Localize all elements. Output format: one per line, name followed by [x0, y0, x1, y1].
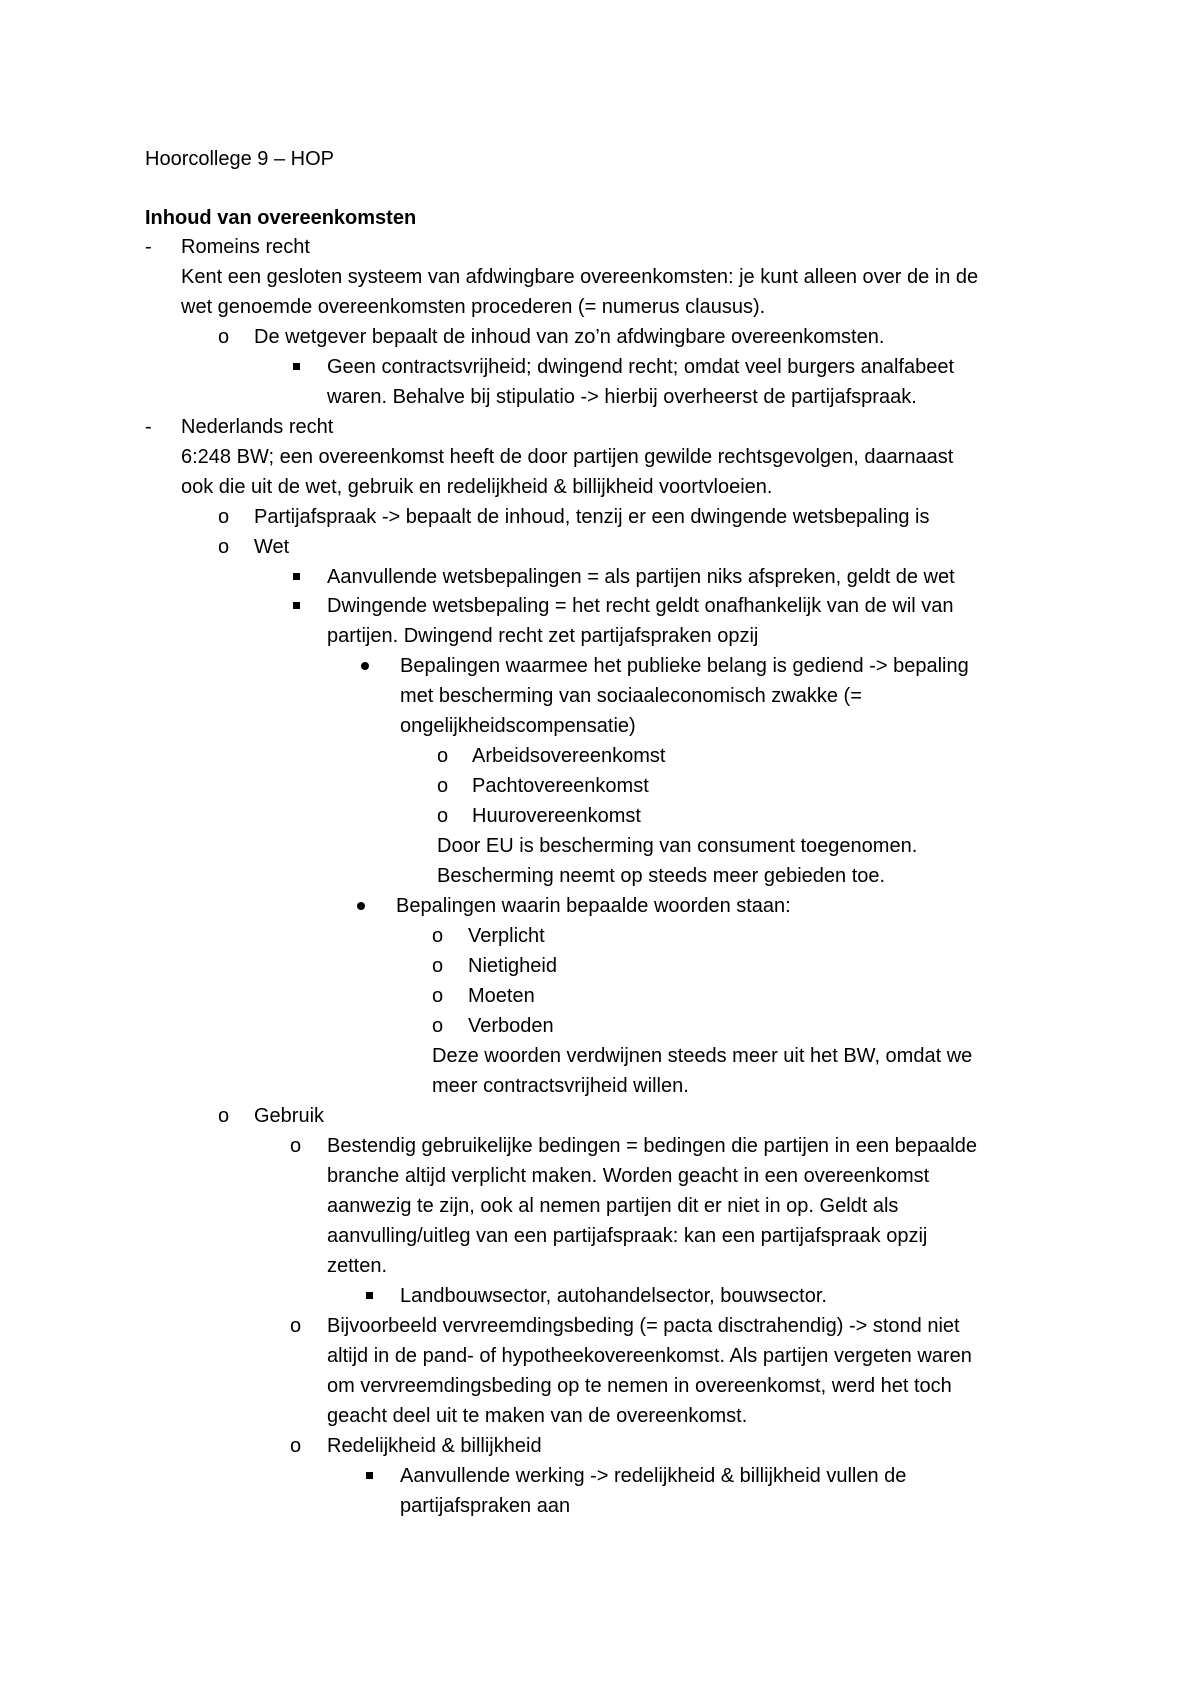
paragraph-line: Bescherming neemt op steeds meer gebieden toe.: [437, 865, 886, 887]
list-item: Bepalingen waarmee het publieke belang is gediend -> bepaling: [400, 655, 969, 677]
square-bullet-icon: [366, 1472, 373, 1479]
list-item-wet: Wet: [254, 536, 290, 558]
list-item-redelijkheid: Redelijkheid & billijkheid: [327, 1435, 542, 1457]
list-item: Landbouwsector, autohandelsector, bouwsector.: [400, 1285, 827, 1307]
list-item: Verplicht: [468, 925, 545, 947]
list-item-romeins-recht: Romeins recht: [181, 236, 310, 258]
square-bullet-icon: [293, 602, 300, 609]
list-item: Arbeidsovereenkomst: [472, 745, 666, 767]
list-item: Pachtovereenkomst: [472, 775, 649, 797]
circle-bullet: o: [432, 925, 444, 947]
circle-bullet: o: [432, 955, 444, 977]
circle-bullet: o: [290, 1315, 302, 1337]
paragraph-line: geacht deel uit te maken van de overeenkomst.: [327, 1405, 748, 1427]
circle-bullet: o: [432, 1015, 444, 1037]
list-item: De wetgever bepaalt de inhoud van zo’n afdwingbare overeenkomsten.: [254, 326, 885, 348]
list-item: Huurovereenkomst: [472, 805, 641, 827]
paragraph-line: partijen. Dwingend recht zet partijafspraken opzij: [327, 625, 759, 647]
paragraph-line: partijafspraken aan: [400, 1495, 571, 1517]
paragraph-line: aanvulling/uitleg van een partijafspraak: kan een partijafspraak opzij: [327, 1225, 928, 1247]
paragraph-line: Kent een gesloten systeem van afdwingbare overeenkomsten: je kunt alleen over de in de: [181, 266, 979, 288]
list-item: Nietigheid: [468, 955, 557, 977]
paragraph-line: Deze woorden verdwijnen steeds meer uit het BW, omdat we: [432, 1045, 973, 1067]
list-item: Moeten: [468, 985, 535, 1007]
circle-bullet: o: [218, 326, 230, 348]
circle-bullet: o: [437, 775, 449, 797]
square-bullet-icon: [366, 1292, 373, 1299]
round-bullet-icon: [361, 662, 369, 670]
paragraph-line: ook die uit de wet, gebruik en redelijkheid & billijkheid voortvloeien.: [181, 476, 773, 498]
paragraph-line: meer contractsvrijheid willen.: [432, 1075, 689, 1097]
list-item: Aanvullende werking -> redelijkheid & billijkheid vullen de: [400, 1465, 907, 1487]
circle-bullet: o: [218, 536, 230, 558]
paragraph-line: waren. Behalve bij stipulatio -> hierbij overheerst de partijafspraak.: [327, 386, 917, 408]
round-bullet-icon: [357, 902, 365, 910]
list-item: Bestendig gebruikelijke bedingen = bedingen die partijen in een bepaalde: [327, 1135, 977, 1157]
paragraph-line: om vervreemdingsbeding op te nemen in overeenkomst, werd het toch: [327, 1375, 952, 1397]
paragraph-line: wet genoemde overeenkomsten procederen (= numerus clausus).: [181, 296, 766, 318]
square-bullet-icon: [293, 573, 300, 580]
section-heading: Inhoud van overeenkomsten: [145, 207, 417, 229]
paragraph-line: altijd in de pand- of hypotheekovereenkomst. Als partijen vergeten waren: [327, 1345, 972, 1367]
paragraph-line: aanwezig te zijn, ook al nemen partijen dit er niet in op. Geldt als: [327, 1195, 899, 1217]
paragraph-line: 6:248 BW; een overeenkomst heeft de door partijen gewilde rechtsgevolgen, daarnaast: [181, 446, 954, 468]
circle-bullet: o: [290, 1435, 302, 1457]
circle-bullet: o: [437, 805, 449, 827]
document-title: Hoorcollege 9 – HOP: [145, 148, 334, 170]
square-bullet-icon: [293, 363, 300, 370]
list-item-gebruik: Gebruik: [254, 1105, 325, 1127]
paragraph-line: ongelijkheidscompensatie): [400, 715, 636, 737]
circle-bullet: o: [290, 1135, 302, 1157]
list-item: Verboden: [468, 1015, 554, 1037]
dash-bullet: -: [145, 416, 152, 438]
circle-bullet: o: [218, 506, 230, 528]
dash-bullet: -: [145, 236, 152, 258]
circle-bullet: o: [432, 985, 444, 1007]
circle-bullet: o: [218, 1105, 230, 1127]
paragraph-line: branche altijd verplicht maken. Worden geacht in een overeenkomst: [327, 1165, 930, 1187]
paragraph-line: Door EU is bescherming van consument toegenomen.: [437, 835, 918, 857]
list-item: Bijvoorbeeld vervreemdingsbeding (= pacta disctrahendig) -> stond niet: [327, 1315, 960, 1337]
circle-bullet: o: [437, 745, 449, 767]
paragraph-line: met bescherming van sociaaleconomisch zwakke (=: [400, 685, 862, 707]
list-item: Bepalingen waarin bepaalde woorden staan:: [396, 895, 791, 917]
list-item: Geen contractsvrijheid; dwingend recht; omdat veel burgers analfabeet: [327, 356, 955, 378]
list-item: Partijafspraak -> bepaalt de inhoud, tenzij er een dwingende wetsbepaling is: [254, 506, 930, 528]
list-item-nederlands-recht: Nederlands recht: [181, 416, 334, 438]
list-item: Aanvullende wetsbepalingen = als partijen niks afspreken, geldt de wet: [327, 566, 955, 588]
list-item: Dwingende wetsbepaling = het recht geldt onafhankelijk van de wil van: [327, 595, 954, 617]
paragraph-line: zetten.: [327, 1255, 388, 1277]
